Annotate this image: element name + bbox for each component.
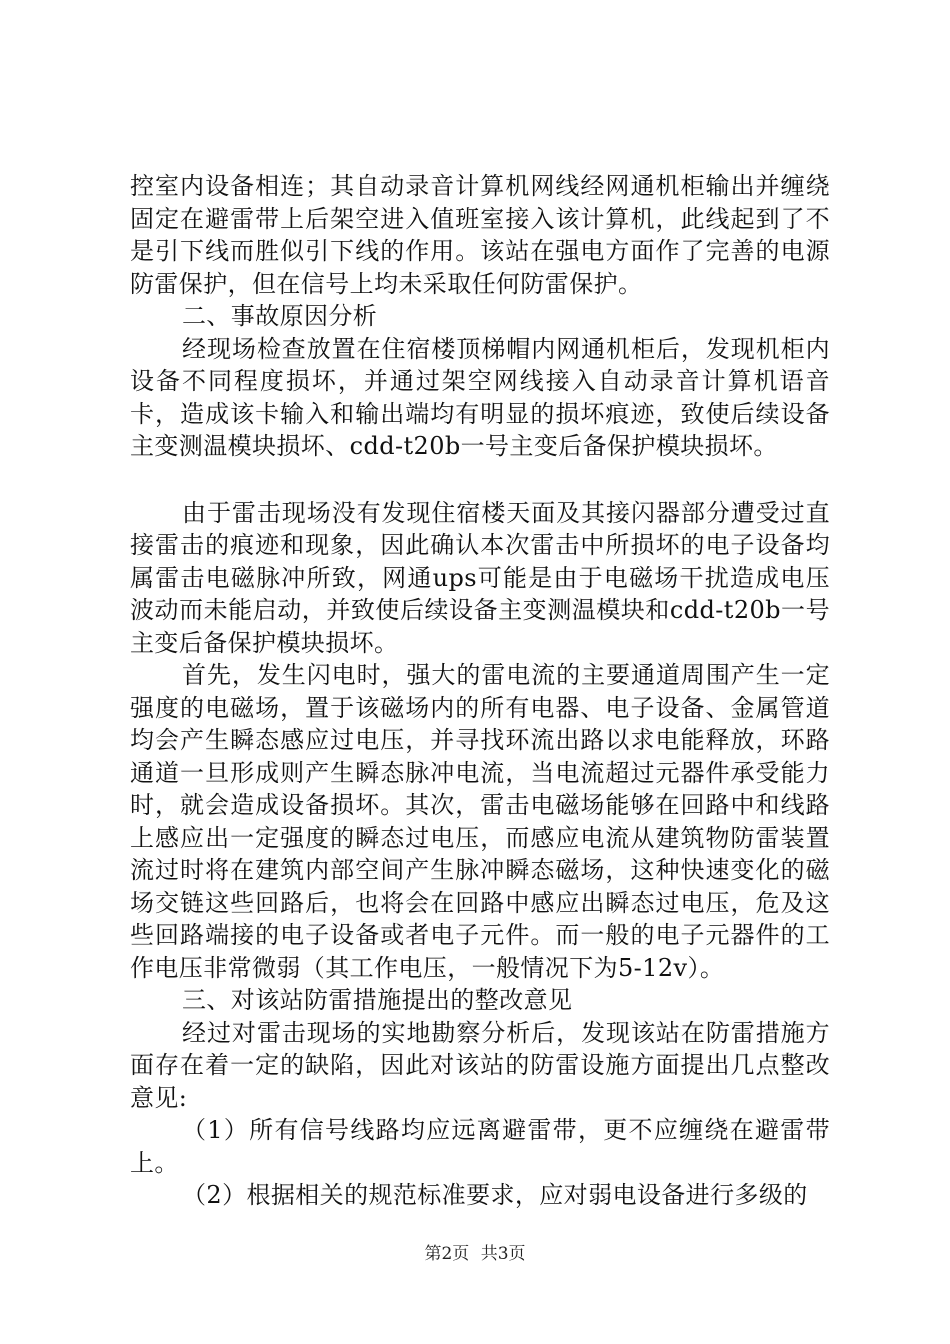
page-number: 第2页: [424, 1244, 470, 1264]
paragraph-gap: [130, 463, 830, 497]
section-heading-3: 三、对该站防雷措施提出的整改意见: [182, 986, 573, 1014]
list-item-1: （1）所有信号线路均应远离避雷带，更不应缠绕在避雷带上。: [130, 1116, 830, 1177]
paragraph-mechanism: 首先，发生闪电时，强大的雷电流的主要通道周围产生一定强度的电磁场，置于该磁场内的所有电器、电子设备、金属管道均会产生瞬态感应过电压，并寻找环流出路以求电能释放，环路通道一旦形成则产生瞬态脉冲电流，当电流超过元器件承受能力时，就会造成设备损坏。其次，雷击电磁场能够在回路中和线路上感应出一定强度的瞬态过电压，而感应电流从建筑物防雷装置流过时将在建筑内部空间产生脉冲瞬态磁场，这种快速变化的磁场交链这些回路后，也将会在回路中感应出瞬态过电压，危及这些回路端接的电子设备或者电子元件。而一般的电子元器件的工作电压非常微弱（其工作电压，一般情况下为5-12v）。: [130, 661, 830, 982]
page-footer: [0, 1243, 950, 1265]
paragraph-continuation: 控室内设备相连；其自动录音计算机网线经网通机柜输出并缠绕固定在避雷带上后架空进入值班室接入该计算机，此线起到了不是引下线而胜似引下线的作用。该站在强电方面作了完善的电源防雷保护，但在信号上均未采取任何防雷保护。: [130, 172, 830, 298]
paragraph-inspection: 经现场检查放置在住宿楼顶梯帽内网通机柜后，发现机柜内设备不同程度损坏，并通过架空网线接入自动录音计算机语音卡，造成该卡输入和输出端均有明显的损坏痕迹，致使后续设备主变测温模块损坏、cdd-t20b一号主变后备保护模块损坏。: [130, 334, 830, 460]
list-item-2: （2）根据相关的规范标准要求，应对弱电设备进行多级的: [182, 1181, 808, 1209]
paragraph-cause: 由于雷击现场没有发现住宿楼天面及其接闪器部分遭受过直接雷击的痕迹和现象，因此确认本次雷击中所损坏的电子设备均属雷击电磁脉冲所致，网通ups可能是由于电磁场干扰造成电压波动而未能启动，并致使后续设备主变测温模块和cdd-t20b一号主变后备保护模块损坏。: [130, 498, 830, 657]
page-total: 共3页: [480, 1244, 526, 1264]
document-body: [130, 170, 830, 1212]
section-heading-2: 二、事故原因分析: [182, 302, 378, 330]
paragraph-recommendation-intro: 经过对雷击现场的实地勘察分析后，发现该站在防雷措施方面存在着一定的缺陷，因此对该站的防雷设施方面提出几点整改意见:: [130, 1018, 830, 1112]
